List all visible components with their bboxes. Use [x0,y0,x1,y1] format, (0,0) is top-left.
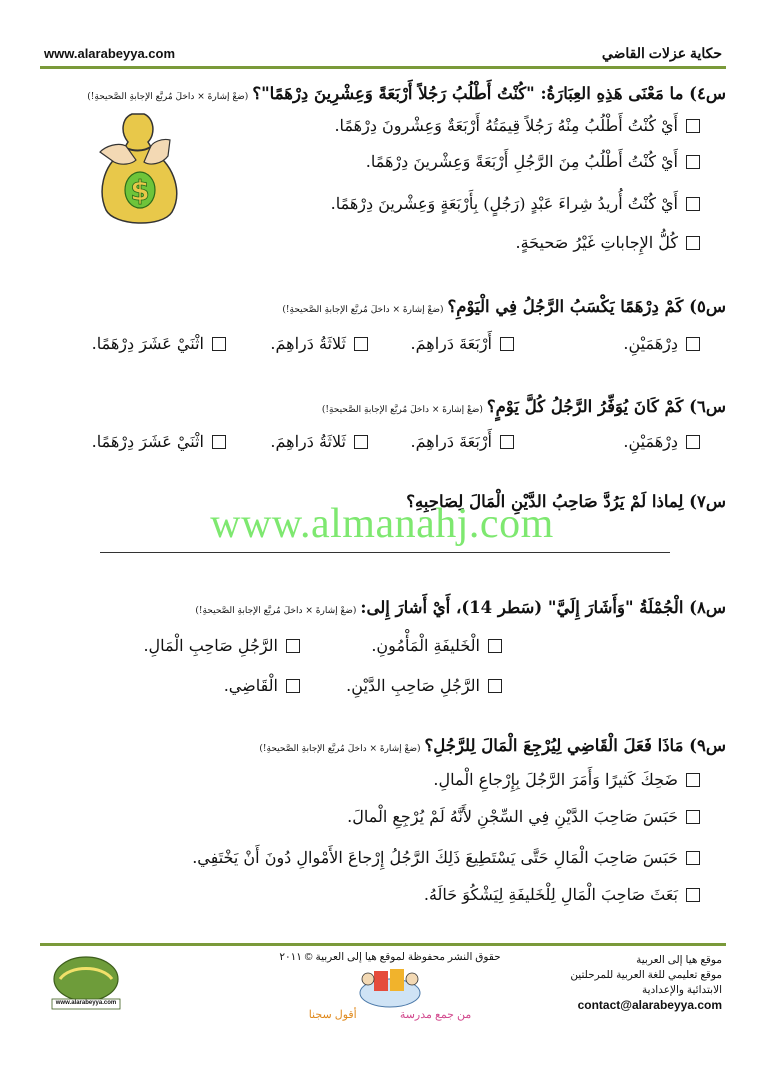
q6-option-3[interactable]: ثَلاثَةُ دَراهِمَ. [270,432,368,451]
footer-rule [40,943,726,946]
q5-option-4[interactable]: اثْنَيْ عَشَرَ دِرْهَمًا. [92,334,226,353]
question-4 [40,84,726,103]
checkbox[interactable] [686,119,700,133]
question-5-label: س٥) كَمْ دِرْهَمًا يَكْسَبُ الرَّجُلُ فِي الْيَوْمِ؟ [447,297,726,316]
q5-option-1[interactable]: دِرْهَمَيْنِ. [623,334,700,353]
answer-note: (ضعْ إشارةَ × داخلَ مُربَّع الإجابةِ الصَّحيحةِ!) [195,606,357,616]
answer-note: (ضعْ إشارةَ × داخلَ مُربَّع الإجابةِ الصَّحيحةِ!) [259,744,421,754]
checkbox[interactable] [354,337,368,351]
slogan-2: أقول سجنا [308,1009,357,1021]
checkbox[interactable] [500,337,514,351]
q5-option-2[interactable]: أَرْبَعَةَ دَراهِمَ. [411,334,514,353]
story-title: حكاية عزلات القاضي [601,45,722,61]
q9-option-3[interactable]: حَبَسَ صَاحِبَ الْمَالِ حَتَّى يَسْتَطِيعَ ذَلِكَ الرَّجُلُ إِرْجاعَ الأَمْوالِ دُونَ أَنْ يَخْتَفِي. [192,848,700,867]
q8-option-4[interactable]: الْقَاضِي. [224,676,300,695]
question-5 [40,297,726,316]
question-4-label: س٤) ما مَعْنَى هَذِهِ العِبَارَةُ: "كُنْتُ أَطْلُبُ رَجُلاً أَرْبَعَةً وَعِشْرِينَ دِرْهَمًا"؟ [252,84,726,103]
q8-option-2[interactable]: الرَّجُلِ صَاحِبِ الْمَالِ. [143,636,300,655]
q8-option-3[interactable]: الرَّجُلِ صَاحِبِ الدَّيْنِ. [346,676,502,695]
site-url[interactable]: www.alarabeyya.com [44,46,176,61]
money-bag-icon [92,112,184,230]
question-8 [40,598,726,617]
question-8-label: س٨) الْجُمْلَةُ "وَأَشَارَ إِلَيَّ" (سَطر 14)، أَيْ أَشارَ إِلى: [360,598,726,617]
question-6-label: س٦) كَمْ كَانَ يُوَفِّرُ الرَّجُلُ كُلَّ يَوْمٍ؟ [486,397,726,416]
q6-option-2[interactable]: أَرْبَعَةَ دَراهِمَ. [411,432,514,451]
page-footer [40,943,726,1043]
q4-option-1[interactable]: أَيْ كُنْتُ أَطْلُبُ مِنْهُ رَجُلاً قِيمَتُهُ أَرْبَعَةٌ وَعِشْرونَ دِرْهَمًا. [334,116,700,135]
logo-site-url: www.alarabeyya.com [55,1000,117,1006]
answer-note: (ضعْ إشارةَ × داخلَ مُربَّع الإجابةِ الصَّحيحةِ!) [321,405,483,415]
footer-site-info: موقع هيا إلى العربية موقع تعليمي للغة العربية للمرحلتين الابتدائية والإعدادية contact@alarabeyya.com [570,954,722,1012]
watermark: www.almanahj.com [210,501,554,547]
checkbox[interactable] [212,435,226,449]
checkbox[interactable] [686,810,700,824]
question-9-label: س٩) مَاذَا فَعَلَ الْقَاضِي لِيُرْجِعَ الْمَالَ لِلرَّجُلِ؟ [424,736,726,755]
answer-note: (ضعْ إشارةَ × داخلَ مُربَّع الإجابةِ الصَّحيحةِ!) [282,305,444,315]
checkbox[interactable] [686,236,700,250]
q5-option-3[interactable]: ثَلاثَةُ دَراهِمَ. [270,334,368,353]
slogan-1: من جمع مدرسة [399,1009,472,1021]
q9-option-4[interactable]: بَعَثَ صَاحِبَ الْمَالِ لِلْخَليفَةِ لِيَشْكُوَ حَالَهُ. [424,885,700,904]
checkbox[interactable] [686,435,700,449]
q4-option-2[interactable]: أَيْ كُنْتُ أَطْلُبُ مِنَ الرَّجُلِ أَرْبَعَةً وَعِشْرينَ دِرْهَمًا. [366,152,700,171]
checkbox[interactable] [686,155,700,169]
checkbox[interactable] [488,679,502,693]
checkbox[interactable] [686,337,700,351]
contact-email[interactable]: contact@alarabeyya.com [577,998,722,1012]
q8-option-1[interactable]: الْخَليفَةِ الْمَأْمُونِ. [371,636,502,655]
checkbox[interactable] [686,773,700,787]
checkbox[interactable] [488,639,502,653]
checkbox[interactable] [286,679,300,693]
q4-option-3[interactable]: أَيْ كُنْتُ أُريدُ شِراءَ عَبْدٍ (رَجُلٍ) بِأَرْبَعَةٍ وَعِشْرينَ دِرْهَمًا. [331,194,700,213]
checkbox[interactable] [686,197,700,211]
q6-option-4[interactable]: اثْنَيْ عَشَرَ دِرْهَمًا. [92,432,226,451]
page-header [40,44,726,66]
globe-books-icon [330,965,450,1009]
q4-option-4[interactable]: كُلُّ الإِجاباتِ غَيْرُ صَحيحَةٍ. [516,233,700,252]
checkbox[interactable] [286,639,300,653]
checkbox[interactable] [354,435,368,449]
footer-copyright: حقوق النشر محفوظة لموقع هيا إلى العربية © ٢٠١١ من جمع مدرسة أقول سجنا [279,951,501,1021]
svg-text:$: $ [130,174,150,207]
question-6 [40,397,726,416]
header-rule [40,66,726,69]
question-9 [40,736,726,755]
q6-option-1[interactable]: دِرْهَمَيْنِ. [623,432,700,451]
answer-note: (ضعْ إشارةَ × داخلَ مُربَّع الإجابةِ الصَّحيحةِ!) [87,92,249,102]
question-7-label: س٧) لِماذا لَمْ يَرُدَّ صَاحِبُ الدَّيْنِ الْمَالَ لِصَاحِبِهِ؟ [406,492,726,511]
checkbox[interactable] [686,888,700,902]
site-logo[interactable] [46,951,126,1013]
checkbox[interactable] [686,851,700,865]
q9-option-2[interactable]: حَبَسَ صَاحِبَ الدَّيْنِ فِي السِّجْنِ لأَنَّهُ لَمْ يُرْجِعِ الْمالَ. [347,807,700,826]
q9-option-1[interactable]: ضَحِكَ كَثيرًا وَأَمَرَ الرَّجُلَ بِإِرْجاعِ الْمالِ. [433,770,700,789]
checkbox[interactable] [212,337,226,351]
answer-line [100,552,670,553]
checkbox[interactable] [500,435,514,449]
